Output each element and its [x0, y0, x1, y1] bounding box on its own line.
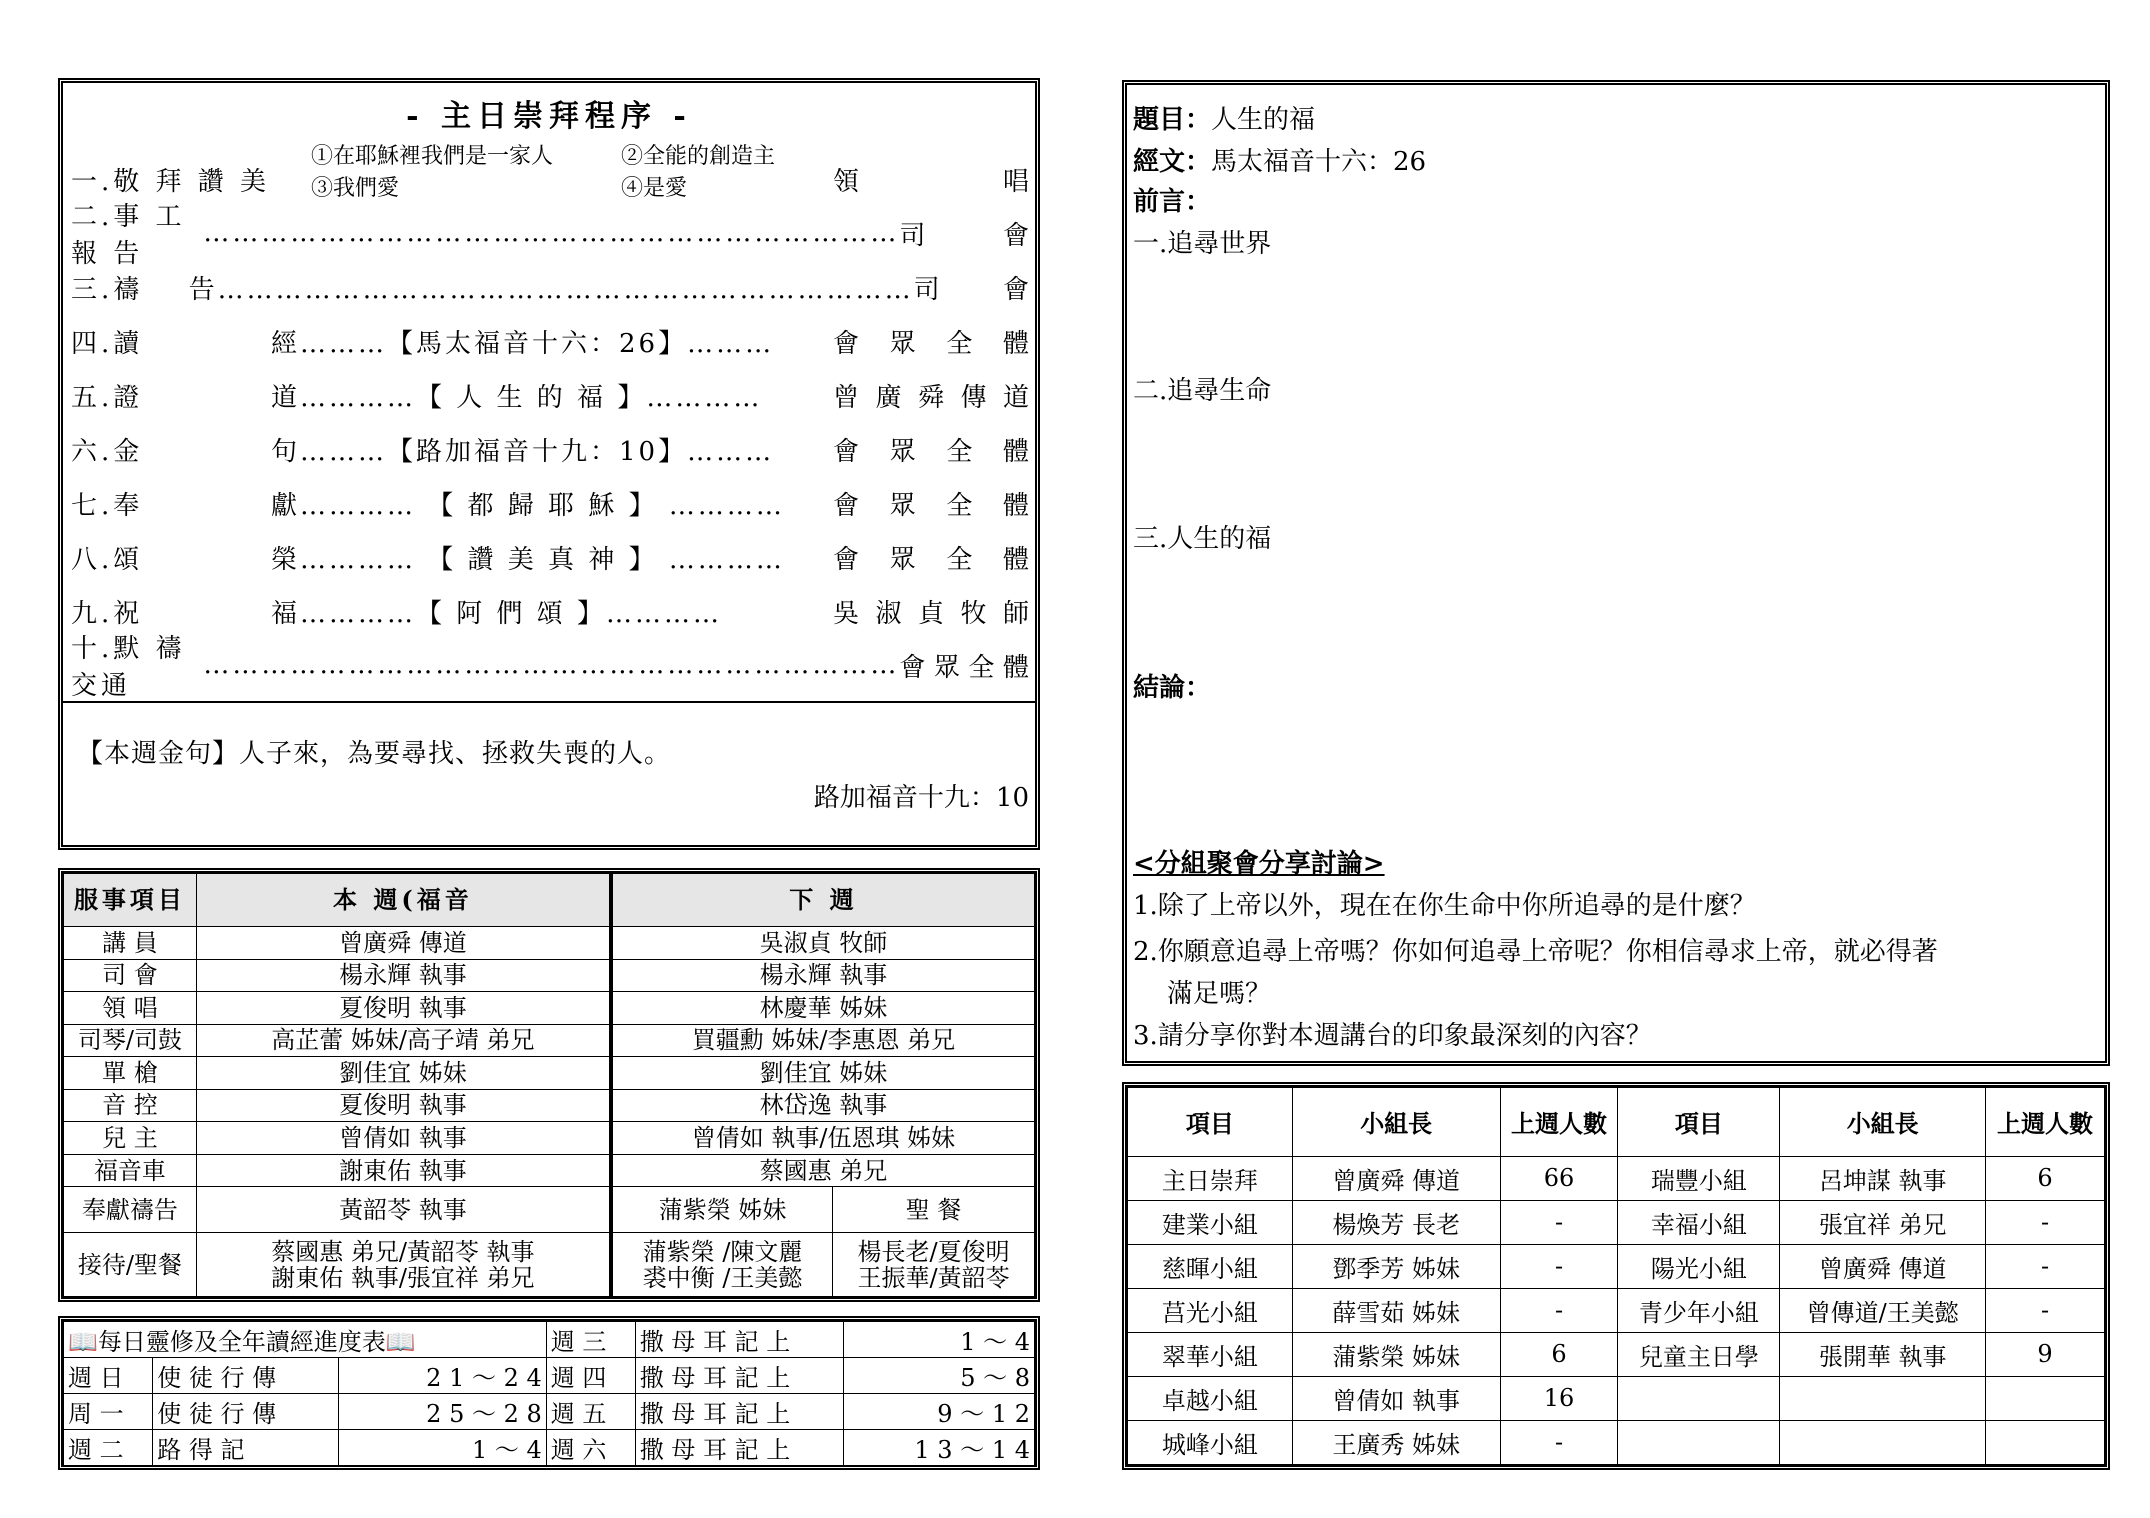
service-this: 夏俊明 執事 [196, 992, 611, 1025]
group-row [1128, 1376, 2105, 1420]
group-cell: - [1500, 1420, 1618, 1464]
service-this: 高芷蕾 姊妹/高子靖 弟兄 [196, 1024, 611, 1057]
leader-char: 眾 [933, 652, 960, 683]
header-role: 服事項目 [64, 874, 197, 927]
service-next: 林岱逸 執事 [611, 1089, 1035, 1122]
program-item-detail: 榮………… 【 讚 美 真 神 】 ………… [271, 544, 785, 575]
group-cell: 曾廣舜 傳道 [1780, 1244, 1986, 1288]
group-cell: 呂坤謀 執事 [1780, 1156, 1986, 1200]
program-item-number: 五.證 [71, 382, 144, 413]
leader-char: 會 [833, 328, 860, 359]
group-cell [1618, 1376, 1780, 1420]
group-row [1128, 1244, 2105, 1288]
program-item-detail: 福…………【 阿 們 頌 】………… [271, 598, 723, 629]
leader-char: 全 [968, 652, 995, 683]
service-role: 音 控 [64, 1089, 197, 1122]
reading-row [64, 1358, 1035, 1394]
small-groups-table [1127, 1087, 2105, 1465]
communion-line-2: 王振華/黃韶苓 [857, 1263, 1010, 1292]
leader-char: 體 [1002, 328, 1029, 359]
reading-day: 週 五 [546, 1394, 635, 1430]
program-item [71, 429, 1029, 469]
group-cell: 66 [1500, 1156, 1618, 1200]
program-item-leader [833, 431, 1029, 468]
service-this: 謝東佑 執事 [196, 1154, 611, 1187]
program-item [71, 321, 1029, 361]
service-next: 蒲紫榮 姊妹 [611, 1187, 833, 1233]
leader-char: 眾 [889, 490, 916, 521]
groups-header: 小組長 [1780, 1088, 1986, 1157]
groups-header: 上週人數 [1500, 1088, 1618, 1157]
reception-next-line-1: 蒲紫榮 /陳文麗 [642, 1237, 803, 1266]
service-row [64, 927, 1035, 960]
program-item-detail: ……………………………………………………………… [203, 650, 900, 680]
leader-char: 會 [1002, 220, 1029, 251]
point-1: 一.追尋世界 [1133, 229, 1272, 259]
program-item-number: 三.禱 [71, 274, 144, 305]
group-cell: 莒光小組 [1128, 1288, 1293, 1332]
service-next: 吳淑貞 牧師 [611, 927, 1035, 960]
reception-line-2: 謝東佑 執事/張宜祥 弟兄 [271, 1263, 535, 1292]
group-cell: 曾倩如 執事 [1292, 1376, 1500, 1420]
program-item-leader [899, 647, 1029, 684]
service-role: 司琴/司鼓 [64, 1024, 197, 1057]
group-row [1128, 1420, 2105, 1464]
program-item-number: 十.默 禱 交通 [71, 634, 186, 701]
program-item-leader [833, 377, 1029, 414]
group-cell: - [1986, 1200, 2105, 1244]
program-item-number: 四.讀 [71, 328, 144, 359]
divider [63, 701, 1035, 703]
program-item-number: 八.頌 [71, 544, 144, 575]
program-item-number: 一.敬 拜 讚 美 [71, 166, 271, 197]
question-1: 1.除了上帝以外，現在在你生命中你所追尋的是什麼？ [1133, 891, 1756, 921]
service-next: 曾倩如 執事/伍恩琪 姊妹 [611, 1122, 1035, 1155]
program-item-leader [833, 593, 1029, 630]
worship-program-box [58, 78, 1040, 850]
service-row [64, 959, 1035, 992]
scripture-line [1133, 141, 1426, 178]
group-cell [1618, 1420, 1780, 1464]
groups-header: 項目 [1128, 1088, 1293, 1157]
group-cell: 建業小組 [1128, 1200, 1293, 1244]
program-item-leader [833, 323, 1029, 360]
leader-char: 司 [899, 220, 926, 251]
leader-char: 傳 [960, 382, 987, 413]
communion-line-1: 楊長老/夏俊明 [857, 1237, 1010, 1266]
leader-char: 唱 [1002, 166, 1029, 197]
leader-char: 貞 [917, 598, 944, 629]
leader-char: 體 [1002, 436, 1029, 467]
scripture: 馬太福音十六：26 [1211, 147, 1427, 177]
leader-char: 體 [1002, 544, 1029, 575]
groups-header: 小組長 [1292, 1088, 1500, 1157]
program-item [71, 375, 1029, 415]
weekly-verse-reference: 路加福音十九：10 [813, 783, 1029, 813]
reading-day: 週 四 [546, 1358, 635, 1394]
service-next-communion: 聖 餐 [833, 1187, 1035, 1233]
service-this: 楊永輝 執事 [196, 959, 611, 992]
program-item-leader [833, 485, 1029, 522]
reception-next-line-2: 裘中衡 /王美懿 [642, 1263, 803, 1292]
question-2: 2.你願意追尋上帝嗎？你如何追尋上帝呢？你相信尋求上帝，就必得著 [1133, 937, 1938, 967]
conclusion-label: 結論： [1133, 673, 1212, 703]
program-item-leader [899, 215, 1029, 252]
leader-char: 體 [1002, 490, 1029, 521]
group-cell: 慈暉小組 [1128, 1244, 1293, 1288]
group-row [1128, 1156, 2105, 1200]
group-cell: 王廣秀 姊妹 [1292, 1420, 1500, 1464]
service-next [611, 1233, 833, 1297]
service-next: 蔡國惠 弟兄 [611, 1154, 1035, 1187]
leader-char: 會 [1002, 274, 1029, 305]
reading-day: 週 六 [546, 1430, 635, 1466]
topic-label: 題目： [1133, 105, 1212, 135]
hymn-4: ④是愛 [621, 176, 688, 201]
service-role: 福音車 [64, 1154, 197, 1187]
group-cell: 兒童主日學 [1618, 1332, 1780, 1376]
program-item [71, 634, 1029, 701]
reading-book: 撒 母 耳 記 上 [635, 1394, 843, 1430]
reading-row [64, 1322, 1035, 1358]
service-next: 買疆勳 姊妹/李惠恩 弟兄 [611, 1024, 1035, 1057]
service-role: 司 會 [64, 959, 197, 992]
reading-book: 使 徒 行 傳 [153, 1358, 339, 1394]
leader-char: 舜 [917, 382, 944, 413]
reading-day: 周 一 [64, 1394, 153, 1430]
hymn-3: ③我們愛 [311, 176, 400, 201]
header-this-week: 本 週(福音 [196, 874, 611, 927]
program-item [71, 537, 1029, 577]
service-row [64, 1024, 1035, 1057]
leader-char: 師 [1002, 598, 1029, 629]
reading-book: 路 得 記 [153, 1430, 339, 1466]
leader-char: 全 [946, 490, 973, 521]
group-cell: 6 [1986, 1156, 2105, 1200]
group-cell: 城峰小組 [1128, 1420, 1293, 1464]
program-item-number: 六.金 [71, 436, 144, 467]
scripture-label: 經文： [1133, 147, 1212, 177]
service-row [64, 1122, 1035, 1155]
question-2-continued: 滿足嗎？ [1167, 979, 1272, 1009]
reading-book: 撒 母 耳 記 上 [635, 1322, 843, 1358]
point-2: 二.追尋生命 [1133, 376, 1272, 406]
group-row [1128, 1288, 2105, 1332]
group-cell: 幸福小組 [1618, 1200, 1780, 1244]
group-cell: 卓越小組 [1128, 1376, 1293, 1420]
groups-header: 上週人數 [1986, 1088, 2105, 1157]
program-item-leader [914, 269, 1029, 306]
program-title: - 主日崇拜程序 - [406, 99, 692, 134]
group-cell: 青少年小組 [1618, 1288, 1780, 1332]
service-this: 曾廣舜 傳道 [196, 927, 611, 960]
leader-char: 淑 [875, 598, 902, 629]
service-role: 領 唱 [64, 992, 197, 1025]
leader-char: 領 [833, 166, 860, 197]
reading-range: 1 ～ 4 [339, 1430, 546, 1466]
program-item-number: 七.奉 [71, 490, 144, 521]
reading-range: 2 5 ～ 2 8 [339, 1394, 546, 1430]
leader-char: 吳 [833, 598, 860, 629]
group-cell: 9 [1986, 1332, 2105, 1376]
service-this [196, 1233, 611, 1297]
service-roster-table [63, 873, 1035, 1297]
hymn-1: ①在耶穌裡我們是一家人 [311, 144, 554, 169]
service-next: 林慶華 姊妹 [611, 992, 1035, 1025]
program-item-detail: 句………【路加福音十九：10】……… [271, 436, 775, 467]
program-item-detail: 道…………【 人 生 的 福 】………… [271, 382, 763, 413]
leader-char: 廣 [875, 382, 902, 413]
leader-char: 眾 [889, 544, 916, 575]
group-cell: 鄧季芳 姊妹 [1292, 1244, 1500, 1288]
reading-range: 5 ～ 8 [843, 1358, 1034, 1394]
leader-char: 全 [946, 544, 973, 575]
service-row [64, 1154, 1035, 1187]
program-item [71, 267, 1029, 307]
leader-char: 會 [833, 436, 860, 467]
weekly-verse: 【本週金句】人子來，為要尋找、拯救失喪的人。 [77, 739, 672, 769]
service-this: 曾倩如 執事 [196, 1122, 611, 1155]
program-item-detail: 獻………… 【 都 歸 耶 穌 】 ………… [271, 490, 785, 521]
program-item [71, 591, 1029, 631]
leader-char: 會 [899, 652, 926, 683]
reading-book: 撒 母 耳 記 上 [635, 1430, 843, 1466]
service-this: 夏俊明 執事 [196, 1089, 611, 1122]
reading-day: 週 三 [546, 1322, 635, 1358]
header-next-week: 下 週 [611, 874, 1035, 927]
reading-day: 週 二 [64, 1430, 153, 1466]
service-role: 單 槍 [64, 1057, 197, 1090]
group-cell: 蒲紫榮 姊妹 [1292, 1332, 1500, 1376]
reading-range: 9 ～ 1 2 [843, 1394, 1034, 1430]
program-item-detail: 告……………………………………………………………… [188, 274, 914, 305]
leader-char: 司 [913, 274, 940, 305]
service-this: 劉佳宜 姊妹 [196, 1057, 611, 1090]
leader-char: 眾 [889, 436, 916, 467]
program-item [71, 159, 1029, 199]
group-cell: 6 [1500, 1332, 1618, 1376]
group-cell: 16 [1500, 1376, 1618, 1420]
group-cell [1780, 1420, 1986, 1464]
topic: 人生的福 [1211, 105, 1316, 135]
group-cell [1780, 1376, 1986, 1420]
service-row [64, 992, 1035, 1025]
group-cell: - [1500, 1244, 1618, 1288]
group-cell: 曾廣舜 傳道 [1292, 1156, 1500, 1200]
program-item-number: 二.事 工 報 告 [71, 202, 186, 269]
program-item-detail: ……………………………………………………………… [203, 218, 900, 248]
group-cell [1986, 1420, 2105, 1464]
discussion-title: <分組聚會分享討論> [1133, 849, 1385, 879]
reading-range: 2 1 ～ 2 4 [339, 1358, 546, 1394]
leader-char: 會 [833, 544, 860, 575]
group-row [1128, 1332, 2105, 1376]
group-cell: 楊煥芳 長老 [1292, 1200, 1500, 1244]
service-role: 兒 主 [64, 1122, 197, 1155]
service-row [64, 1057, 1035, 1090]
group-cell: - [1986, 1288, 2105, 1332]
service-this: 黃韶苓 執事 [196, 1187, 611, 1233]
program-item [71, 483, 1029, 523]
reading-plan-box [58, 1316, 1040, 1470]
group-cell: 翠華小組 [1128, 1332, 1293, 1376]
group-row [1128, 1200, 2105, 1244]
leader-char: 道 [1002, 382, 1029, 413]
small-groups-box [1122, 1082, 2110, 1470]
group-cell: 主日崇拜 [1128, 1156, 1293, 1200]
groups-header: 項目 [1618, 1088, 1780, 1157]
reading-plan-table [63, 1321, 1035, 1466]
reading-row [64, 1394, 1035, 1430]
group-cell: - [1986, 1244, 2105, 1288]
service-next: 劉佳宜 姊妹 [611, 1057, 1035, 1090]
leader-char: 全 [946, 328, 973, 359]
group-cell: 陽光小組 [1618, 1244, 1780, 1288]
service-roster-box [58, 868, 1040, 1302]
reading-row [64, 1430, 1035, 1466]
program-item-leader [833, 539, 1029, 576]
program-item-leader [833, 161, 1029, 198]
group-cell: 瑞豐小組 [1618, 1156, 1780, 1200]
hymn-2: ②全能的創造主 [621, 144, 776, 169]
service-next: 楊永輝 執事 [611, 959, 1035, 992]
leader-char: 牧 [960, 598, 987, 629]
sermon-notes-box [1122, 80, 2110, 1066]
reading-book: 使 徒 行 傳 [153, 1394, 339, 1430]
service-role: 講 員 [64, 927, 197, 960]
reading-range: 1 3 ～ 1 4 [843, 1430, 1034, 1466]
topic-line [1133, 99, 1315, 136]
group-cell: - [1500, 1288, 1618, 1332]
intro-label: 前言： [1133, 187, 1212, 217]
program-item-detail: 經………【馬太福音十六：26】……… [271, 328, 775, 359]
group-cell [1986, 1376, 2105, 1420]
leader-char: 體 [1002, 652, 1029, 683]
reading-book: 撒 母 耳 記 上 [635, 1358, 843, 1394]
leader-char: 會 [833, 490, 860, 521]
reading-range: 1 ～ 4 [843, 1322, 1034, 1358]
group-cell: 曾傳道/王美懿 [1780, 1288, 1986, 1332]
program-item [71, 202, 1029, 269]
reading-day: 週 日 [64, 1358, 153, 1394]
service-role: 接待/聖餐 [64, 1233, 197, 1297]
service-role: 奉獻禱告 [64, 1187, 197, 1233]
leader-char: 曾 [833, 382, 860, 413]
point-3: 三.人生的福 [1133, 524, 1272, 554]
service-row [64, 1089, 1035, 1122]
group-cell: 張開華 執事 [1780, 1332, 1986, 1376]
group-cell: - [1500, 1200, 1618, 1244]
group-cell: 張宜祥 弟兄 [1780, 1200, 1986, 1244]
program-item-number: 九.祝 [71, 598, 144, 629]
reading-plan-title: 📖每日靈修及全年讀經進度表📖 [64, 1322, 547, 1358]
service-next-communion [833, 1233, 1035, 1297]
leader-char: 全 [946, 436, 973, 467]
leader-char: 眾 [889, 328, 916, 359]
group-cell: 薛雪茹 姊妹 [1292, 1288, 1500, 1332]
question-3: 3.請分享你對本週講台的印象最深刻的內容？ [1133, 1021, 1652, 1051]
reception-line-1: 蔡國惠 弟兄/黃韶苓 執事 [271, 1237, 535, 1266]
